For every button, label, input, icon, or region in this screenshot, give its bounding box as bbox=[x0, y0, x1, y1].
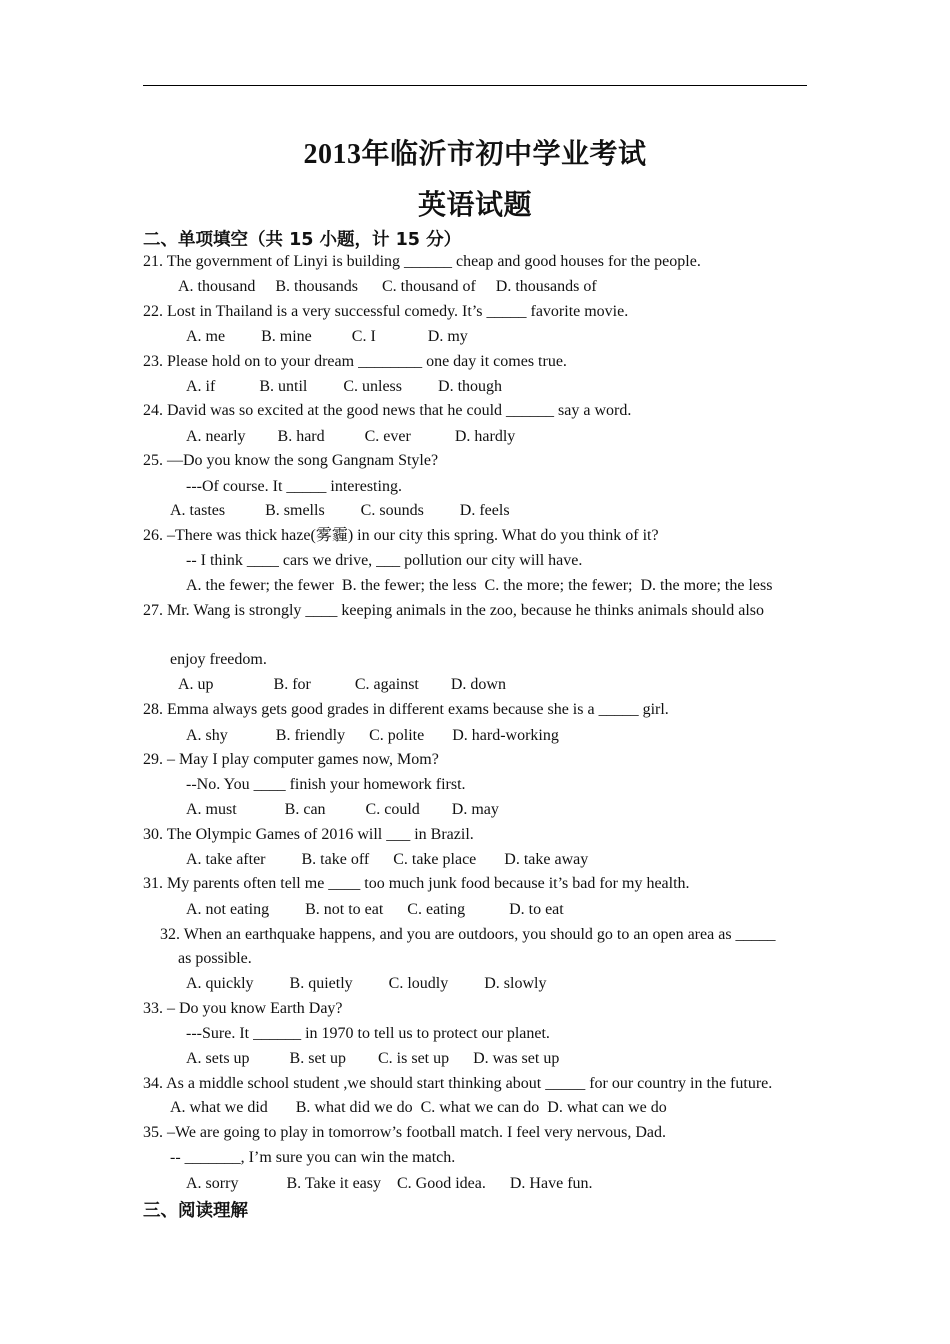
question-26: 26. –There was thick haze(雾霾) in our city this spring. What do you think of it? bbox=[143, 527, 659, 544]
options-28: A. shy B. friendly C. polite D. hard-working bbox=[186, 727, 559, 744]
question-29: 29. – May I play computer games now, Mom? bbox=[143, 751, 439, 768]
options-21: A. thousand B. thousands C. thousand of D. thousands of bbox=[178, 278, 597, 295]
options-34: A. what we did B. what did we do C. what we can do D. what can we do bbox=[170, 1099, 667, 1116]
options-33: A. sets up B. set up C. is set up D. was set up bbox=[186, 1050, 560, 1067]
options-27: A. up B. for C. against D. down bbox=[178, 676, 506, 693]
question-27-continued: enjoy freedom. bbox=[170, 651, 267, 668]
options-31: A. not eating B. not to eat C. eating D. to eat bbox=[186, 901, 564, 918]
question-27: 27. Mr. Wang is strongly ____ keeping animals in the zoo, because he thinks animals should also bbox=[143, 602, 764, 619]
header-rule bbox=[143, 85, 807, 86]
options-24: A. nearly B. hard C. ever D. hardly bbox=[186, 428, 516, 445]
question-31: 31. My parents often tell me ____ too much junk food because it’s bad for my health. bbox=[143, 875, 690, 892]
question-25: 25. —Do you know the song Gangnam Style? bbox=[143, 452, 439, 469]
question-34: 34. As a middle school student ,we should start thinking about _____ for our country in the future. bbox=[143, 1075, 773, 1092]
options-25: A. tastes B. smells C. sounds D. feels bbox=[170, 502, 510, 519]
options-26: A. the fewer; the fewer B. the fewer; the less C. the more; the fewer; D. the more; the less bbox=[186, 577, 773, 594]
question-32-continued: as possible. bbox=[178, 950, 252, 967]
question-24: 24. David was so excited at the good news that he could ______ say a word. bbox=[143, 402, 632, 419]
question-33: 33. – Do you know Earth Day? bbox=[143, 1000, 343, 1017]
dialogue-35: -- _______, I’m sure you can win the match. bbox=[170, 1149, 456, 1166]
question-35: 35. –We are going to play in tomorrow’s football match. I feel very nervous, Dad. bbox=[143, 1124, 667, 1141]
exam-subtitle: 英语试题 bbox=[417, 190, 532, 221]
options-29: A. must B. can C. could D. may bbox=[186, 801, 499, 818]
question-22: 22. Lost in Thailand is a very successful comedy. It’s _____ favorite movie. bbox=[143, 303, 629, 320]
exam-title: 2013年临沂市初中学业考试 bbox=[303, 139, 647, 170]
dialogue-29: --No. You ____ finish your homework first. bbox=[186, 776, 466, 793]
options-35: A. sorry B. Take it easy C. Good idea. D. Have fun. bbox=[186, 1175, 593, 1192]
section-heading-reading: 三、阅读理解 bbox=[143, 1201, 248, 1221]
question-32: 32. When an earthquake happens, and you are outdoors, you should go to an open area as _____ bbox=[160, 926, 776, 943]
question-21: 21. The government of Linyi is building ______ cheap and good houses for the people. bbox=[143, 253, 701, 270]
options-30: A. take after B. take off C. take place D. take away bbox=[186, 851, 589, 868]
section-heading-single-choice: 二、单项填空（共 15 小题，计 15 分） bbox=[143, 230, 462, 250]
dialogue-25: ---Of course. It _____ interesting. bbox=[186, 478, 402, 495]
question-23: 23. Please hold on to your dream ________ one day it comes true. bbox=[143, 353, 567, 370]
dialogue-26: -- I think ____ cars we drive, ___ pollution our city will have. bbox=[186, 552, 583, 569]
options-32: A. quickly B. quietly C. loudly D. slowly bbox=[186, 975, 547, 992]
options-23: A. if B. until C. unless D. though bbox=[186, 378, 503, 395]
question-30: 30. The Olympic Games of 2016 will ___ in Brazil. bbox=[143, 826, 474, 843]
options-22: A. me B. mine C. I D. my bbox=[186, 328, 468, 345]
dialogue-33: ---Sure. It ______ in 1970 to tell us to protect our planet. bbox=[186, 1025, 550, 1042]
question-28: 28. Emma always gets good grades in different exams because she is a _____ girl. bbox=[143, 701, 669, 718]
